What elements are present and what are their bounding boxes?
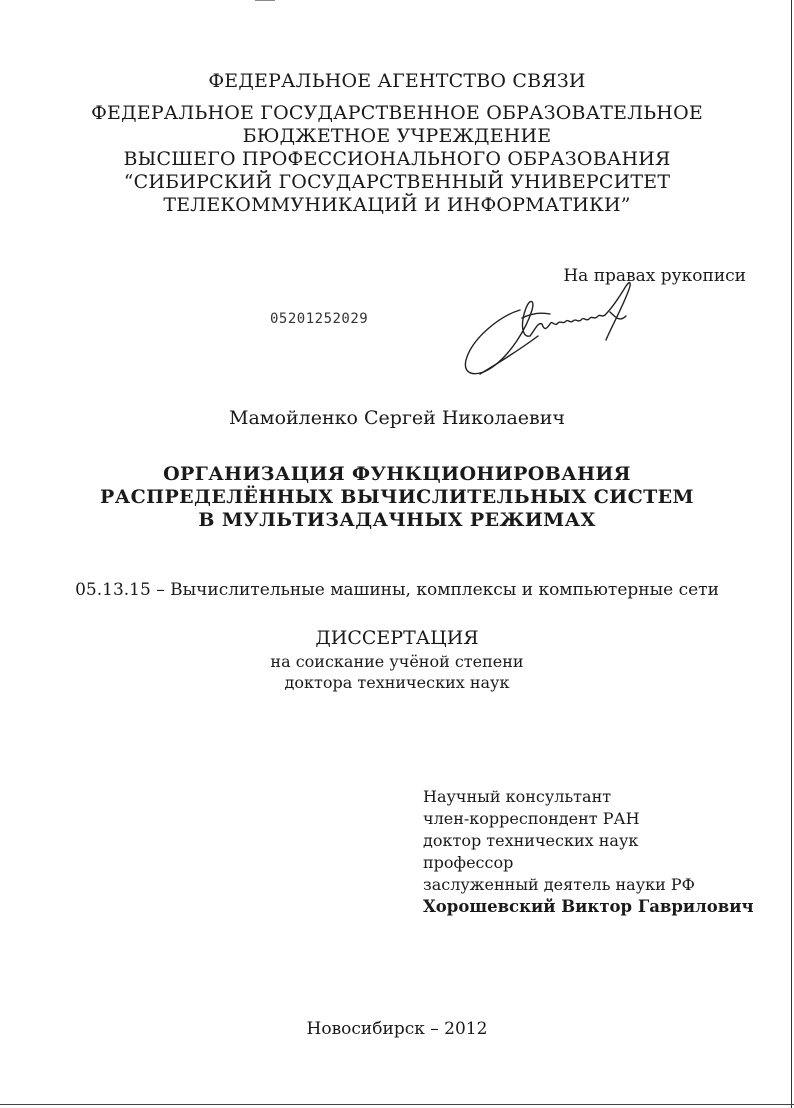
specialty-code: 05.13.15 – Вычислительные машины, комплексы и компьютерные сети [75, 580, 719, 600]
author-name: Мамойленко Сергей Николаевич [229, 407, 565, 429]
advisor-line: доктор технических наук [423, 831, 639, 850]
scan-edge-bottom [0, 1104, 794, 1105]
degree-line: на соискание учёной степени [270, 652, 524, 671]
advisor-line: член-корреспондент РАН [423, 809, 640, 828]
signature-image [460, 278, 645, 380]
institution-line: БЮДЖЕТНОЕ УЧРЕЖДЕНИЕ [242, 125, 552, 147]
scientific-advisor [423, 786, 754, 918]
title-line: ОРГАНИЗАЦИЯ ФУНКЦИОНИРОВАНИЯ [163, 463, 631, 485]
advisor-line: Научный консультант [423, 787, 612, 806]
registration-code: 05201252029 [270, 311, 369, 327]
advisor-line: профессор [423, 853, 514, 872]
manuscript-rights: На правах рукописи [563, 266, 746, 286]
scan-edge-top [255, 0, 275, 1]
degree-sought [0, 651, 794, 693]
document-type: ДИССЕРТАЦИЯ [315, 627, 479, 649]
institution-line: ВЫСШЕГО ПРОФЕССИОНАЛЬНОГО ОБРАЗОВАНИЯ [123, 148, 671, 170]
advisor-name: Хорошевский Виктор Гаврилович [423, 897, 754, 916]
advisor-line: заслуженный деятель науки РФ [423, 875, 695, 894]
institution-line: “СИБИРСКИЙ ГОСУДАРСТВЕННЫЙ УНИВЕРСИТЕТ [123, 171, 671, 193]
institution-header [0, 70, 794, 217]
institution-line: ФЕДЕРАЛЬНОЕ ГОСУДАРСТВЕННОЕ ОБРАЗОВАТЕЛЬНОЕ [91, 102, 703, 124]
institution-line: ТЕЛЕКОММУНИКАЦИЙ И ИНФОРМАТИКИ” [163, 194, 631, 216]
degree-line: доктора технических наук [284, 673, 510, 692]
agency-name: ФЕДЕРАЛЬНОЕ АГЕНТСТВО СВЯЗИ [208, 70, 586, 92]
city-year: Новосибирск – 2012 [306, 1019, 488, 1039]
dissertation-title [0, 463, 794, 532]
title-line: РАСПРЕДЕЛЁННЫХ ВЫЧИСЛИТЕЛЬНЫХ СИСТЕМ [100, 486, 694, 508]
title-line: В МУЛЬТИЗАДАЧНЫХ РЕЖИМАХ [198, 509, 596, 531]
